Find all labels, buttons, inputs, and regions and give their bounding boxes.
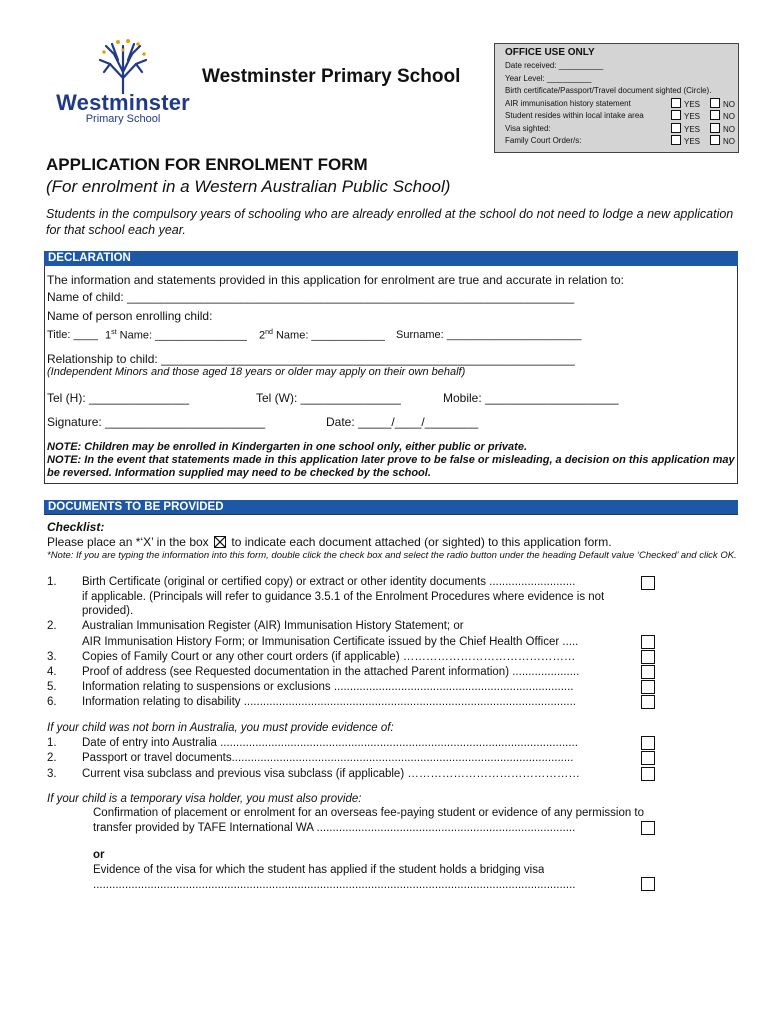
bridging-visa-checkbox[interactable] — [641, 877, 655, 891]
date-field[interactable]: Date: _____/____/________ — [326, 415, 479, 429]
item-proof-of-address: Proof of address (see Requested documentation in the attached Parent information) ..................... — [82, 666, 580, 678]
item-air-form-line2: AIR Immunisation History Form; or Immunisation Certificate issued by the Chief Health Officer ..... — [82, 636, 579, 648]
first-name-sup: st — [111, 329, 117, 336]
school-name: Westminster Primary School — [202, 66, 461, 87]
form-title: APPLICATION FOR ENROLMENT FORM — [46, 155, 368, 174]
second-name-sup: nd — [265, 329, 273, 336]
declaration-statement: The information and statements provided in this application for enrolment are true and accurate in relation to: — [47, 273, 624, 287]
item-suspensions: Information relating to suspensions or exclusions ........................................................................... — [82, 681, 574, 693]
second-name-num: 2 — [259, 329, 266, 342]
temp-visa-line2: transfer provided by TAFE International WA ................................................................................. — [93, 822, 576, 834]
kindergarten-note: NOTE: Children may be enrolled in Kindergarten in one school only, either public or private. — [47, 441, 527, 453]
visa-no-checkbox[interactable] — [710, 123, 720, 133]
visa-subclass-checkbox[interactable] — [641, 767, 655, 781]
documents-heading: DOCUMENTS TO BE PROVIDED — [44, 500, 738, 515]
passport-checkbox[interactable] — [641, 751, 655, 765]
no-label: NO — [723, 137, 736, 146]
air-yes-checkbox[interactable] — [671, 98, 681, 108]
item-passport: Passport or travel documents........................................................................................................... — [82, 752, 574, 764]
air-yes-no — [671, 98, 735, 112]
instruction-post: to indicate each document attached (or sighted) to this application form. — [231, 535, 612, 549]
surname-field[interactable]: Surname: ______________________ — [396, 329, 582, 341]
item-birth-certificate-line3: provided). — [82, 605, 134, 617]
second-name-field[interactable] — [259, 329, 385, 342]
visa-row — [505, 123, 738, 136]
item-court-orders: Copies of Family Court or any other court orders (if applicable) ……………………………………… — [82, 651, 576, 663]
false-statement-note: NOTE: In the event that statements made in this application later prove to be false or misleading, a decision on this application may be reversed. Information supplied may need to be checked by the school. — [47, 454, 735, 479]
item-birth-certificate: Birth Certificate (original or certified copy) or extract or other identity documents ........................... — [82, 576, 576, 588]
intake-row — [505, 110, 738, 123]
example-checked-box-icon — [214, 536, 226, 548]
logo-wordmark: Westminster — [56, 90, 190, 115]
yes-label: YES — [684, 99, 701, 109]
item-air-statement: Australian Immunisation Register (AIR) Immunisation History Statement; or — [82, 620, 464, 632]
office-use-box — [494, 43, 739, 153]
intake-no-checkbox[interactable] — [710, 110, 720, 120]
tel-work-field[interactable]: Tel (W): _______________ — [256, 391, 401, 405]
item-number: 1. — [47, 737, 57, 749]
family-court-yes-checkbox[interactable] — [671, 135, 681, 145]
person-enrolling-label: Name of person enrolling child: — [47, 309, 213, 323]
air-label: AIR immunisation history statement — [505, 98, 631, 108]
air-statement-checkbox[interactable] — [641, 635, 655, 649]
signature-field[interactable]: Signature: ________________________ — [47, 415, 266, 429]
office-use-title: OFFICE USE ONLY — [505, 47, 595, 58]
no-label: NO — [723, 124, 736, 134]
disability-checkbox[interactable] — [641, 695, 655, 709]
item-number: 6. — [47, 696, 57, 708]
item-birth-certificate-line2: if applicable. (Principals will refer to guidance 3.5.1 of the Enrolment Procedures where evidence is not — [82, 591, 605, 603]
checklist-label: Checklist: — [47, 520, 105, 534]
relationship-field[interactable]: Relationship to child: ______________________________________________________________ — [47, 352, 575, 366]
visa-yes-no — [671, 123, 735, 137]
mobile-field[interactable]: Mobile: ____________________ — [443, 391, 619, 405]
family-court-label: Family Court Order/s: — [505, 136, 582, 145]
item-disability: Information relating to disability ........................................................................................................ — [82, 696, 577, 708]
form-subtitle: (For enrolment in a Western Australian Public School) — [46, 177, 451, 196]
family-court-no-checkbox[interactable] — [710, 135, 720, 145]
temp-visa-heading: If your child is a temporary visa holder, you must also provide: — [47, 793, 362, 805]
item-date-of-entry: Date of entry into Australia ................................................................................................................ — [82, 737, 578, 749]
no-label: NO — [723, 112, 736, 121]
suspensions-checkbox[interactable] — [641, 680, 655, 694]
family-court-yes-no — [671, 135, 735, 149]
temp-visa-line1: Confirmation of placement or enrolment for an overseas fee-paying student or evidence of any permission to — [93, 807, 645, 819]
logo-subtitle: Primary School — [85, 113, 161, 125]
item-number: 3. — [47, 768, 57, 780]
documents-divider — [44, 514, 738, 515]
item-visa-subclass: Current visa subclass and previous visa subclass (if applicable) ……………………………………… — [82, 768, 580, 780]
temp-visa-checkbox[interactable] — [641, 821, 655, 835]
proof-of-address-checkbox[interactable] — [641, 665, 655, 679]
item-number: 1. — [47, 576, 57, 588]
bridging-visa-line2: ....................................................................................................................................................... — [93, 879, 576, 891]
first-name-label: Name: _______________ — [116, 329, 247, 342]
or-label: or — [93, 849, 105, 861]
bridging-visa-line1: Evidence of the visa for which the student has applied if the student holds a bridging visa — [93, 864, 545, 876]
visa-label: Visa sighted: — [505, 123, 551, 133]
first-name-field[interactable] — [105, 329, 247, 342]
child-name-field[interactable]: Name of child: ___________________________________________________________________ — [47, 290, 575, 304]
court-orders-checkbox[interactable] — [641, 650, 655, 664]
tree-logo-icon — [92, 38, 154, 94]
yes-label: YES — [684, 112, 701, 121]
family-court-row — [505, 135, 738, 148]
birth-cert-line: Birth certificate/Passport/Travel document sighted (Circle). — [505, 86, 712, 95]
birth-certificate-checkbox[interactable] — [641, 576, 655, 590]
no-label: NO — [723, 99, 736, 109]
intake-yes-checkbox[interactable] — [671, 110, 681, 120]
item-number: 3. — [47, 651, 57, 663]
air-no-checkbox[interactable] — [710, 98, 720, 108]
year-level-field[interactable]: Year Level: __________ — [505, 73, 592, 83]
tel-home-field[interactable]: Tel (H): _______________ — [47, 391, 190, 405]
yes-label: YES — [684, 124, 701, 134]
date-of-entry-checkbox[interactable] — [641, 736, 655, 750]
item-number: 4. — [47, 666, 57, 678]
item-number: 5. — [47, 681, 57, 693]
not-born-heading: If your child was not born in Australia, you must provide evidence of: — [47, 722, 394, 734]
typing-note: *Note: If you are typing the information into this form, double click the check box and select the radio button under the heading Default value ‘Checked’ and click OK. — [47, 550, 737, 561]
first-name-num: 1 — [105, 329, 112, 342]
declaration-heading: DECLARATION — [44, 251, 738, 266]
checklist-instruction — [47, 535, 612, 549]
title-field[interactable]: Title: ____ — [47, 329, 98, 341]
air-row — [505, 98, 738, 111]
school-logo — [48, 38, 198, 128]
intake-yes-no — [671, 110, 735, 124]
date-received-field[interactable]: Date received: __________ — [505, 61, 604, 70]
instruction-pre: Please place an *‘X’ in the box — [47, 535, 209, 549]
item-number: 2. — [47, 752, 57, 764]
visa-yes-checkbox[interactable] — [671, 123, 681, 133]
intro-text: Students in the compulsory years of schooling who are already enrolled at the school do not need to lodge a new application for that school each year. — [46, 207, 734, 237]
item-number: 2. — [47, 620, 57, 632]
relationship-note: (Independent Minors and those aged 18 years or older may apply on their own behalf) — [47, 366, 466, 378]
intake-label: Student resides within local intake area — [505, 111, 644, 120]
second-name-label: Name: ____________ — [272, 329, 385, 342]
yes-label: YES — [684, 137, 701, 146]
